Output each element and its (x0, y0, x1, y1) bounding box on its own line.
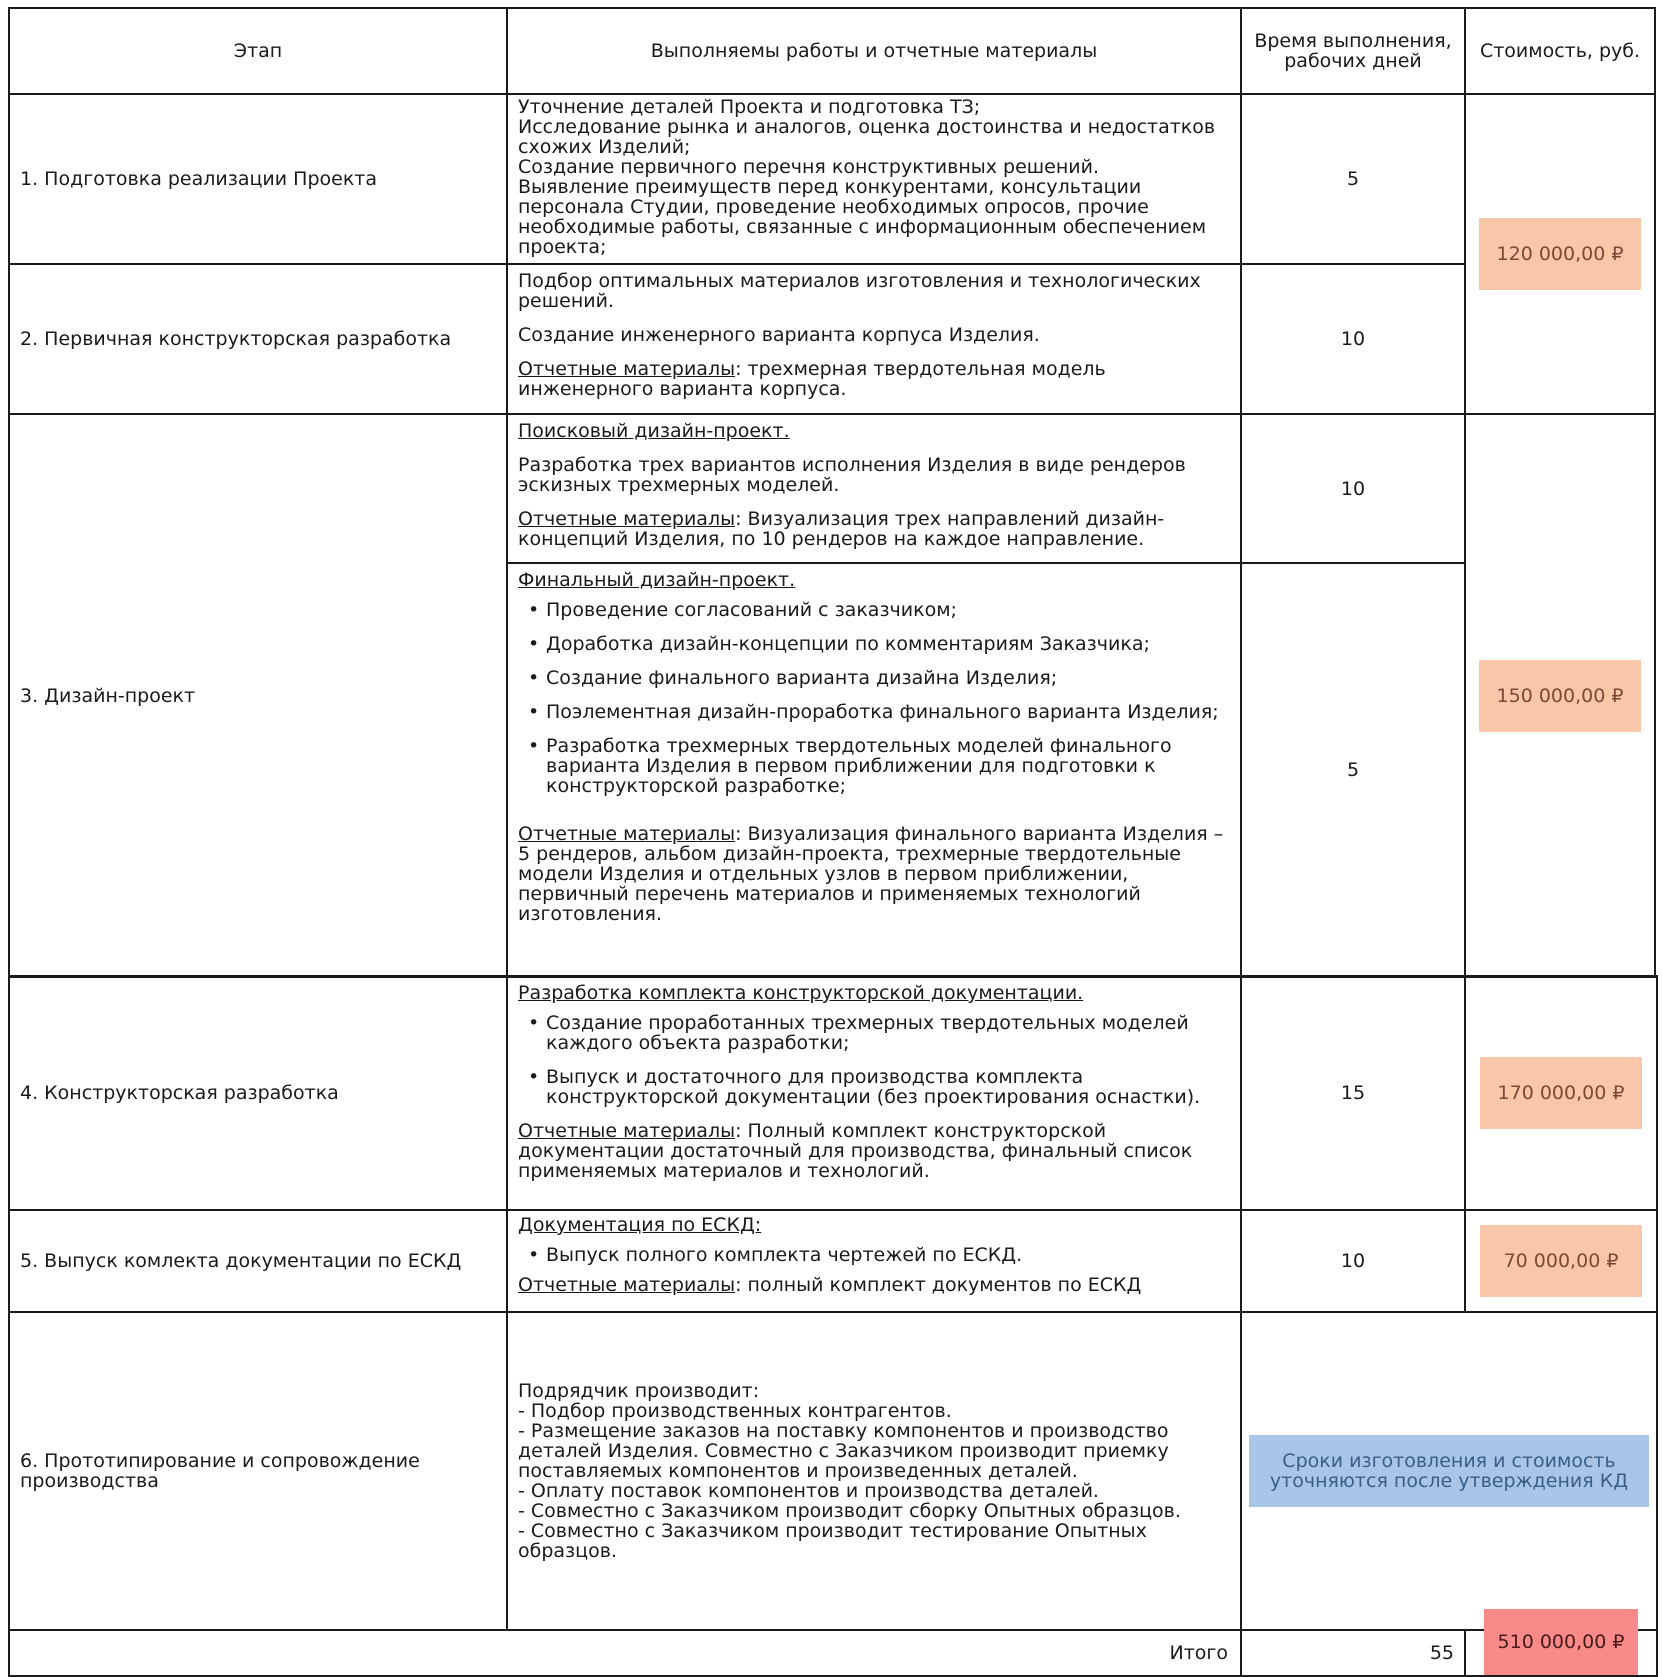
works-3a-paragraph: Разработка трех вариантов исполнения Изделия в виде рендеров эскизных трехмерных моделей. (518, 454, 1186, 496)
total-label: Итого (9, 1630, 1241, 1676)
works-3a-report (518, 509, 1230, 549)
works-1-line: Уточнение деталей Проекта и подготовка ТЗ; (518, 96, 981, 118)
header-cost: Стоимость, руб. (1465, 8, 1655, 94)
table-row (9, 1312, 1657, 1630)
list-item: • Поэлементная дизайн-проработка финального варианта Изделия; (546, 702, 1230, 722)
works-5 (507, 1210, 1241, 1312)
works-2-paragraph: Создание инженерного варианта корпуса Изделия. (518, 324, 1040, 346)
works-3b-heading: Финальный дизайн-проект. (518, 569, 796, 591)
days-2: 10 (1241, 264, 1465, 414)
works-6-intro: Подрядчик производит: (518, 1380, 760, 1402)
stage-2: 2. Первичная конструкторская разработка (9, 264, 507, 414)
report-label: Отчетные материалы (518, 1274, 736, 1296)
works-4 (507, 976, 1241, 1210)
report-label: Отчетные материалы (518, 1120, 736, 1142)
works-1 (507, 94, 1241, 264)
works-1-line: Исследование рынка и аналогов, оценка достоинства и недостатков схожих Изделий; (518, 116, 1216, 158)
stage-6: 6. Прототипирование и сопровождение производства (9, 1312, 507, 1630)
cost-cell-3 (1465, 414, 1655, 977)
table-row (9, 976, 1657, 1210)
report-text: : Визуализация трех направлений дизайн-концепций Изделия, по 10 рендеров на каждое направление. (518, 508, 1165, 550)
table-row (9, 1210, 1657, 1312)
days-3a: 10 (1241, 414, 1465, 563)
works-2 (507, 264, 1241, 414)
report-text: : полный комплект документов по ЕСКД (735, 1274, 1142, 1296)
works-6-list (518, 1401, 1230, 1561)
list-item: • Создание проработанных трехмерных твердотельных моделей каждого объекта разработки; (546, 1013, 1230, 1053)
list-item: - Оплату поставок компонентов и производства деталей. (518, 1480, 1099, 1502)
works-3b-report (518, 824, 1230, 924)
works-4-heading: Разработка комплекта конструкторской документации. (518, 982, 1084, 1004)
stages-table-1 (8, 7, 1656, 978)
works-2-report (518, 359, 1230, 399)
header-days: Время выполнения, рабочих дней (1241, 8, 1465, 94)
works-3a-heading: Поисковый дизайн-проект. (518, 420, 790, 442)
days-3b: 5 (1241, 563, 1465, 977)
days-4: 15 (1241, 976, 1465, 1210)
works-3b-list (518, 600, 1230, 796)
cost-badge: 150 000,00 ₽ (1479, 660, 1641, 732)
works-3a (507, 414, 1241, 563)
works-4-report (518, 1121, 1230, 1181)
list-item: • Проведение согласований с заказчиком; (546, 600, 1230, 620)
days-5: 10 (1241, 1210, 1465, 1312)
works-2-paragraph: Подбор оптимальных материалов изготовления и технологических решений. (518, 270, 1201, 312)
table-row (9, 414, 1655, 563)
total-days: 55 (1241, 1630, 1465, 1676)
cost-badge: 70 000,00 ₽ (1480, 1225, 1642, 1297)
stage-4: 4. Конструкторская разработка (9, 976, 507, 1210)
note-cell-6 (1241, 1312, 1657, 1630)
table-row (9, 94, 1655, 264)
list-item: - Размещение заказов на поставку компонентов и производство деталей Изделия. Совместно с Заказчиком производит приемку поставляемых компонентов и произведенных деталей. (518, 1420, 1169, 1482)
list-item: - Совместно с Заказчиком производит тестирование Опытных образцов. (518, 1520, 1147, 1562)
stage-1: 1. Подготовка реализации Проекта (9, 94, 507, 264)
cost-cell-5 (1465, 1210, 1657, 1312)
list-item: - Подбор производственных контрагентов. (518, 1400, 952, 1422)
list-item: • Выпуск и достаточного для производства комплекта конструкторской документации (без проектирования оснастки). (546, 1067, 1230, 1107)
cost-badge: 170 000,00 ₽ (1480, 1057, 1642, 1129)
header-works: Выполняемы работы и отчетные материалы (507, 8, 1241, 94)
header-stage: Этап (9, 8, 507, 94)
report-text: : трехмерная твердотельная модель инженерного варианта корпуса. (518, 358, 1106, 400)
stage-3: 3. Дизайн-проект (9, 414, 507, 977)
days-1: 5 (1241, 94, 1465, 264)
works-6 (507, 1312, 1241, 1630)
list-item: • Разработка трехмерных твердотельных моделей финального варианта Изделия в первом приближении для подготовки к конструкторской разработке; (546, 736, 1230, 796)
table-header-row (9, 8, 1655, 94)
total-cost-cell (1465, 1630, 1657, 1676)
works-4-list (518, 1013, 1230, 1107)
total-row (9, 1630, 1657, 1676)
table-row (9, 264, 1655, 414)
cost-badge: 120 000,00 ₽ (1479, 218, 1641, 290)
cost-cell-1-2 (1465, 94, 1655, 414)
list-item: • Выпуск полного комплекта чертежей по ЕСКД. (546, 1245, 1230, 1265)
note-badge: Сроки изготовления и стоимость уточняются после утверждения КД (1249, 1435, 1649, 1507)
works-5-heading: Документация по ЕСКД: (518, 1214, 762, 1236)
list-item: • Доработка дизайн-концепции по комментариям Заказчика; (546, 634, 1230, 654)
works-5-report (518, 1275, 1230, 1295)
works-3b (507, 563, 1241, 977)
works-5-list (518, 1245, 1230, 1265)
total-cost-badge: 510 000,00 ₽ (1484, 1609, 1638, 1675)
report-label: Отчетные материалы (518, 823, 736, 845)
stage-5: 5. Выпуск комлекта документации по ЕСКД (9, 1210, 507, 1312)
report-label: Отчетные материалы (518, 508, 736, 530)
list-item: - Совместно с Заказчиком производит сборку Опытных образцов. (518, 1500, 1181, 1522)
stages-table-2 (8, 975, 1658, 1677)
cost-cell-4 (1465, 976, 1657, 1210)
report-text: : Полный комплект конструкторской документации достаточный для производства, финальный список применяемых материалов и технологий. (518, 1120, 1193, 1182)
list-item: • Создание финального варианта дизайна Изделия; (546, 668, 1230, 688)
works-1-line: Создание первичного перечня конструктивных решений. (518, 156, 1100, 178)
report-text: : Визуализация финального варианта Изделия – 5 рендеров, альбом дизайн-проекта, трехмерные твердотельные модели Изделия и отдельных узлов в первом приближении, первичный перечень материалов и применяемых технологий изготовления. (518, 823, 1224, 925)
works-1-line: Выявление преимуществ перед конкурентами, консультации персонала Студии, проведение необходимых опросов, прочие необходимые работы, связанные с информационным обеспечением проекта; (518, 176, 1207, 258)
report-label: Отчетные материалы (518, 358, 736, 380)
